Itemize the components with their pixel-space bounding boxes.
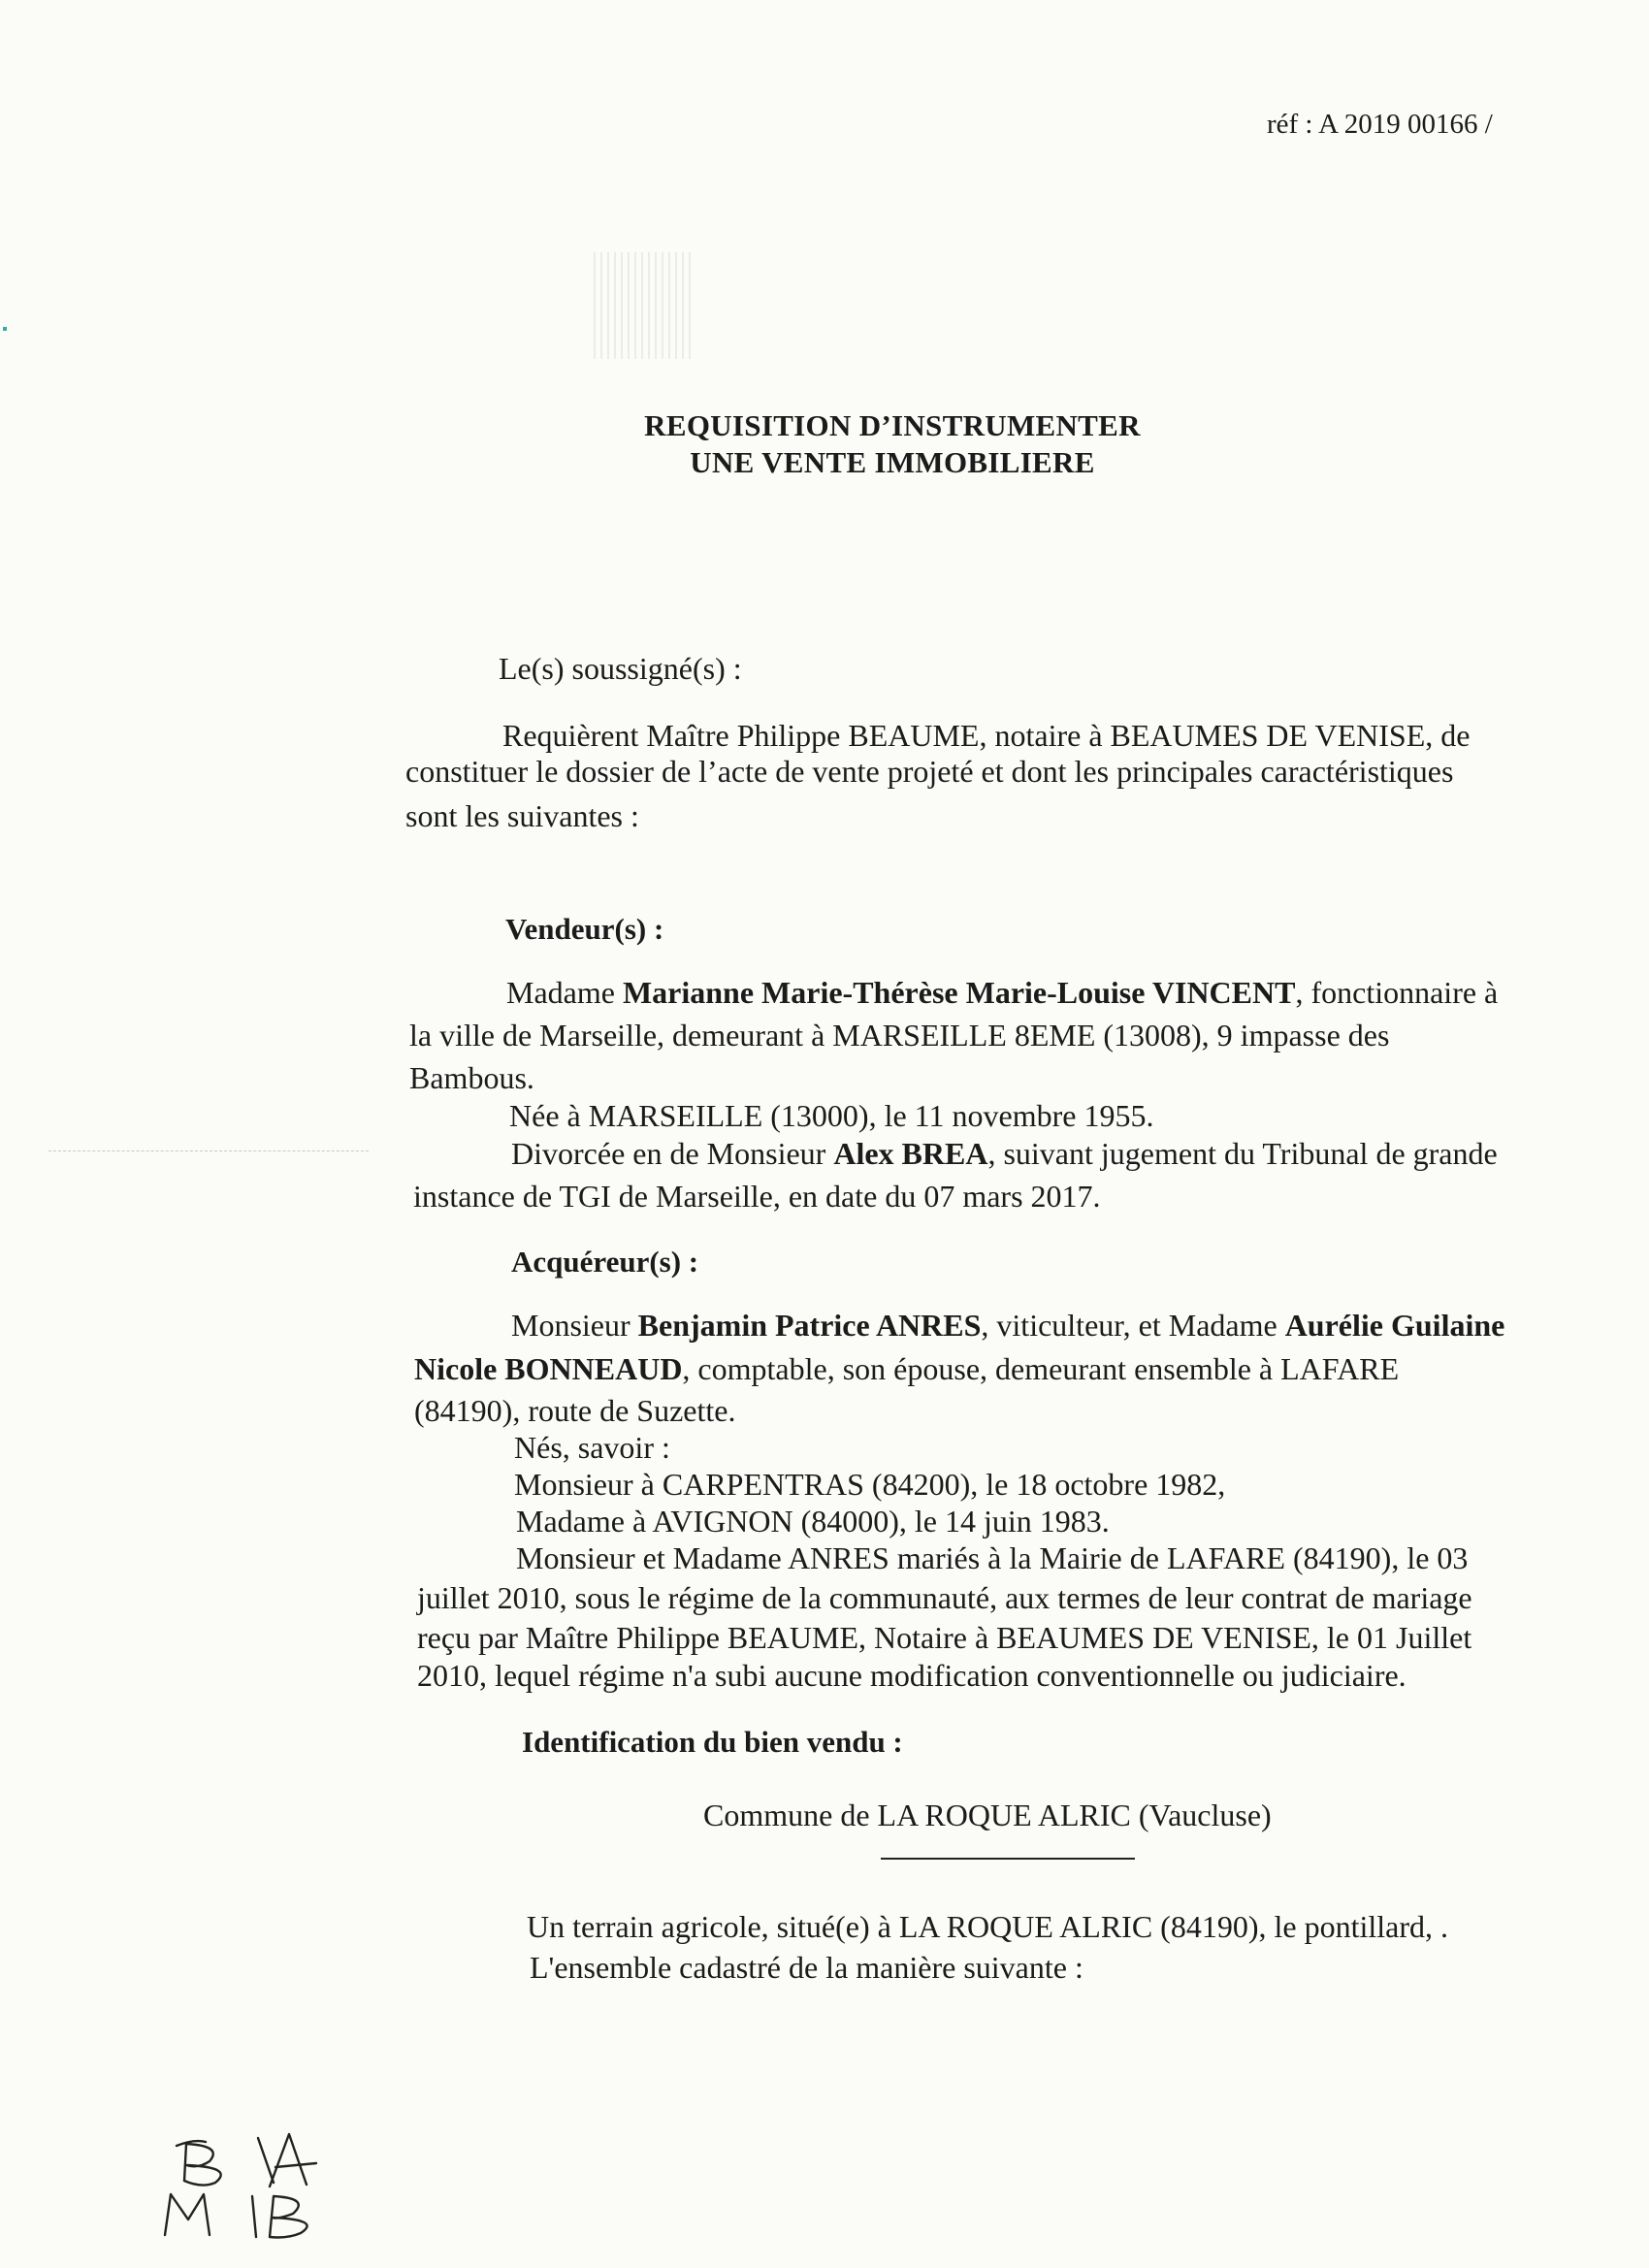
vendeur-birth: Née à MARSEILLE (13000), le 11 novembre 1955.: [509, 1098, 1154, 1133]
soussignes-label: Le(s) soussigné(s) :: [499, 651, 742, 686]
acquereur-name-1: Benjamin Patrice ANRES: [637, 1308, 982, 1343]
acquereur-line-8: juillet 2010, sous le régime de la communauté, aux termes de leur contrat de mariage: [417, 1580, 1472, 1615]
requisition-line-2: constituer le dossier de l’acte de vente projeté et dont les principales caractéristiques: [405, 754, 1454, 789]
scan-speck: [3, 327, 7, 331]
bien-line-2: L'ensemble cadastré de la manière suivante :: [530, 1950, 1083, 1985]
commune-line: Commune de LA ROQUE ALRIC (Vaucluse): [703, 1798, 1272, 1832]
acquereur-line-5: Monsieur à CARPENTRAS (84200), le 18 octobre 1982,: [514, 1467, 1226, 1502]
acquereur-line-9: reçu par Maître Philippe BEAUME, Notaire à BEAUMES DE VENISE, le 01 Juillet: [417, 1620, 1472, 1655]
commune-underline: [881, 1858, 1135, 1860]
acquereur-line-7: Monsieur et Madame ANRES mariés à la Mairie de LAFARE (84190), le 03: [516, 1540, 1469, 1575]
vendeur-line-1: [506, 970, 1498, 1016]
document-title: [543, 407, 1242, 481]
bien-heading: Identification du bien vendu :: [522, 1725, 903, 1759]
acquereur-name-2b: Nicole BONNEAUD: [414, 1351, 683, 1386]
acquereur-heading: Acquéreur(s) :: [511, 1245, 699, 1279]
acquereur-line-3: (84190), route de Suzette.: [414, 1393, 736, 1428]
vendeur-line-3: Bambous.: [409, 1060, 534, 1095]
vendeur-line-6: instance de TGI de Marseille, en date du 07 mars 2017.: [413, 1179, 1101, 1214]
handwritten-initials: [155, 2124, 369, 2246]
reference-number: réf : A 2019 00166 /: [1267, 109, 1493, 140]
acquereur-prefix: Monsieur: [511, 1308, 638, 1343]
ex-spouse-name: Alex BREA: [833, 1136, 988, 1171]
vendeur-prefix: Madame: [506, 975, 623, 1010]
requisition-line-3: sont les suivantes :: [405, 798, 639, 833]
divorce-suffix: , suivant jugement du Tribunal de grande: [987, 1136, 1498, 1171]
acquereur-line-6: Madame à AVIGNON (84000), le 14 juin 1983.: [516, 1504, 1110, 1539]
acquereur-line-1: [511, 1303, 1504, 1348]
initials-signature-icon: [155, 2124, 369, 2241]
acquereur-line-10: 2010, lequel régime n'a subi aucune modification conventionnelle ou judiciaire.: [417, 1658, 1406, 1693]
title-line-2: UNE VENTE IMMOBILIERE: [690, 445, 1095, 479]
bien-line-1: Un terrain agricole, situé(e) à LA ROQUE ALRIC (84190), le pontillard, .: [527, 1909, 1448, 1944]
acquereur-line-4: Nés, savoir :: [514, 1430, 670, 1465]
vendeur-name: Marianne Marie-Thérèse Marie-Louise VINCENT: [622, 975, 1296, 1010]
acquereur-residence: , comptable, son épouse, demeurant ensemble à LAFARE: [682, 1351, 1400, 1386]
vendeur-line-2: la ville de Marseille, demeurant à MARSEILLE 8EME (13008), 9 impasse des: [409, 1018, 1390, 1053]
vendeur-heading: Vendeur(s) :: [505, 912, 664, 946]
requisition-line-1: Requièrent Maître Philippe BEAUME, notaire à BEAUMES DE VENISE, de: [502, 718, 1471, 753]
vendeur-profession: , fonctionnaire à: [1295, 975, 1499, 1010]
scan-dash-line: [48, 1150, 369, 1152]
title-line-1: REQUISITION D’INSTRUMENTER: [644, 408, 1141, 442]
divorce-prefix: Divorcée en de Monsieur: [511, 1136, 834, 1171]
vendeur-divorce-line: [511, 1131, 1498, 1177]
acquereur-name-2a: Aurélie Guilaine: [1284, 1308, 1505, 1343]
acquereur-line-2: [414, 1346, 1399, 1392]
acquereur-middle: , viticulteur, et Madame: [981, 1308, 1285, 1343]
faint-stamp-mark: [594, 252, 691, 359]
